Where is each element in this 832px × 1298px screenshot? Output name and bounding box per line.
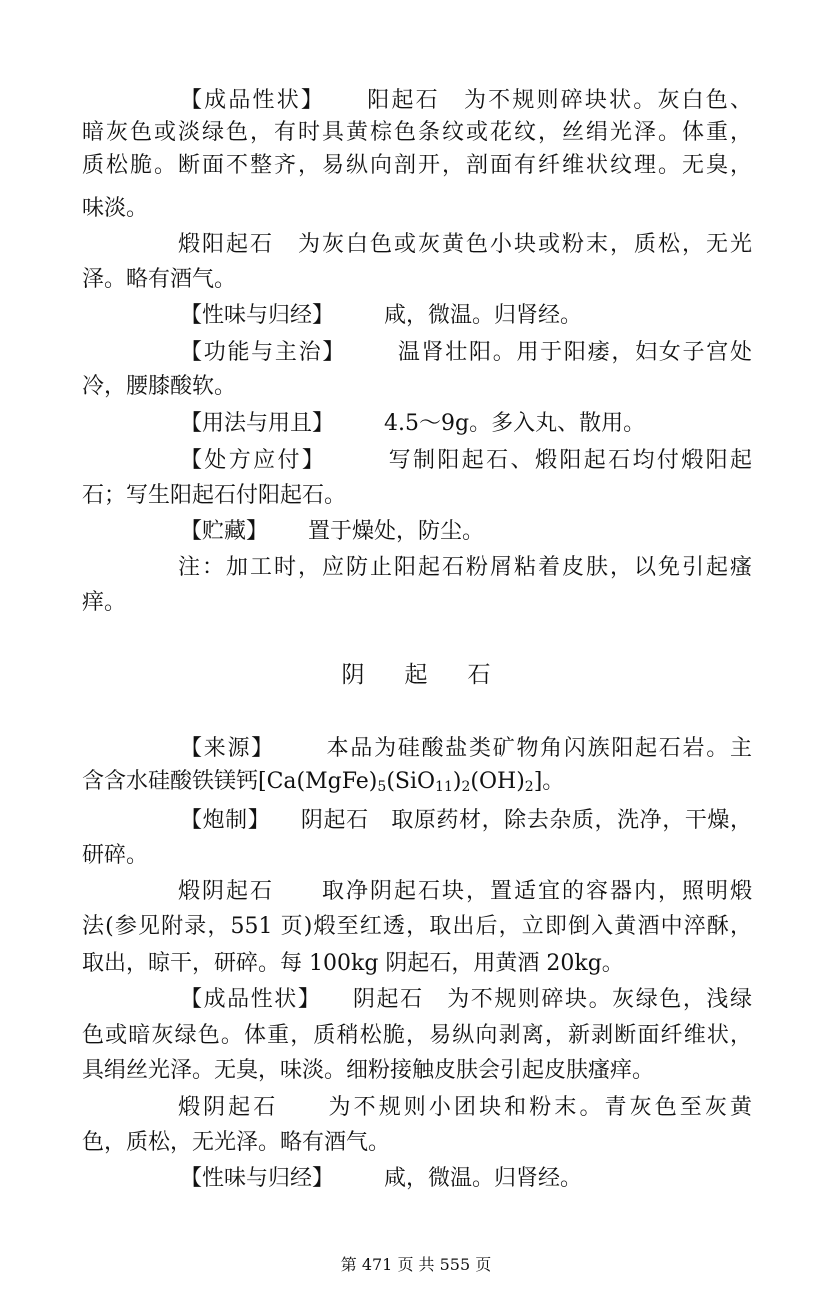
section-heading: 【炮制】: [180, 808, 271, 833]
section-heading: 【来源】: [180, 736, 275, 761]
section-heading: 【成品性状】: [180, 88, 326, 113]
text-line: 冷，腰膝酸软。: [82, 374, 237, 399]
text-line: 石；写生阳起石付阳起石。: [82, 483, 347, 508]
text-line: 【性味与归经】 咸，微温。归肾经。: [180, 303, 583, 328]
text-line: 【来源】 本品为硅酸盐类矿物角闪族阳起石岩。主: [180, 736, 752, 761]
text-line: 色，质松，无光泽。略有酒气。: [82, 1130, 391, 1155]
text-line: 质松脆。断面不整齐，易纵向剖开，剖面有纤维状纹理。无臭，: [82, 153, 752, 178]
page-footer: 第 471 页 共 555 页: [340, 1255, 492, 1274]
section-heading: 【功能与主治】: [180, 340, 347, 365]
text-line: 泽。略有酒气。: [82, 267, 237, 292]
text-line: 【成品性状】 阳起石 为不规则碎块状。灰白色、: [180, 88, 752, 113]
text-line: 研碎。: [82, 843, 149, 868]
text-line: 【成品性状】 阴起石 为不规则碎块。灰绿色，浅绿: [180, 987, 752, 1012]
section-heading: 【贮藏】: [180, 519, 269, 544]
text-line: 取出，晾干，研碎。每 100kg 阴起石，用黄酒 20kg。: [82, 951, 624, 976]
text-line: 痒。: [82, 590, 127, 615]
text-line: 【贮藏】 置于燥处，防尘。: [180, 519, 485, 544]
text-line: 色或暗灰绿色。体重，质稍松脆，易纵向剥离，新剥断面纤维状，: [82, 1023, 752, 1048]
text-line: 【功能与主治】 温肾壮阳。用于阳痿，妇女子宫处: [180, 340, 752, 365]
text-line: 具绢丝光泽。无臭，味淡。细粉接触皮肤会引起皮肤瘙痒。: [82, 1058, 655, 1083]
text-line: 煅阳起石 为灰白色或灰黄色小块或粉末，质松，无光: [178, 232, 752, 257]
section-heading: 【成品性状】: [180, 987, 322, 1012]
chemical-formula-line: 含含水硅酸铁镁钙$[Ca(MgFe)_5(SiO_{11})_2(OH)_2]$。: [82, 769, 565, 795]
text-line: 【用法与用且】 4.5～9g。多入丸、散用。: [180, 411, 646, 436]
section-heading: 【处方应付】: [180, 448, 327, 473]
section-heading: 【用法与用且】: [180, 411, 335, 436]
section-heading: 【性味与归经】: [180, 303, 335, 328]
text-line: 煅阴起石 取净阴起石块，置适宜的容器内，照明煅: [178, 879, 752, 904]
section-heading: 【性味与归经】: [180, 1166, 335, 1191]
text-line: 【性味与归经】 咸，微温。归肾经。: [180, 1166, 583, 1191]
text-line: 【处方应付】 写制阳起石、煅阳起石均付煅阳起: [180, 448, 752, 473]
section-title: 阴起石: [341, 662, 531, 688]
text-line: 注：加工时，应防止阳起石粉屑粘着皮肤，以免引起瘙: [178, 555, 752, 580]
text-line: 法(参见附录，551 页)煅至红透，取出后，立即倒入黄酒中淬酥，: [82, 914, 752, 939]
text-line: 煅阴起石 为不规则小团块和粉末。青灰色至灰黄: [178, 1095, 752, 1120]
text-line: 味淡。: [82, 196, 149, 221]
text-line: 暗灰色或淡绿色，有时具黄棕色条纹或花纹，丝绢光泽。体重，: [82, 120, 752, 145]
text-line: 【炮制】 阴起石 取原药材，除去杂质，洗净，干燥，: [180, 808, 752, 833]
